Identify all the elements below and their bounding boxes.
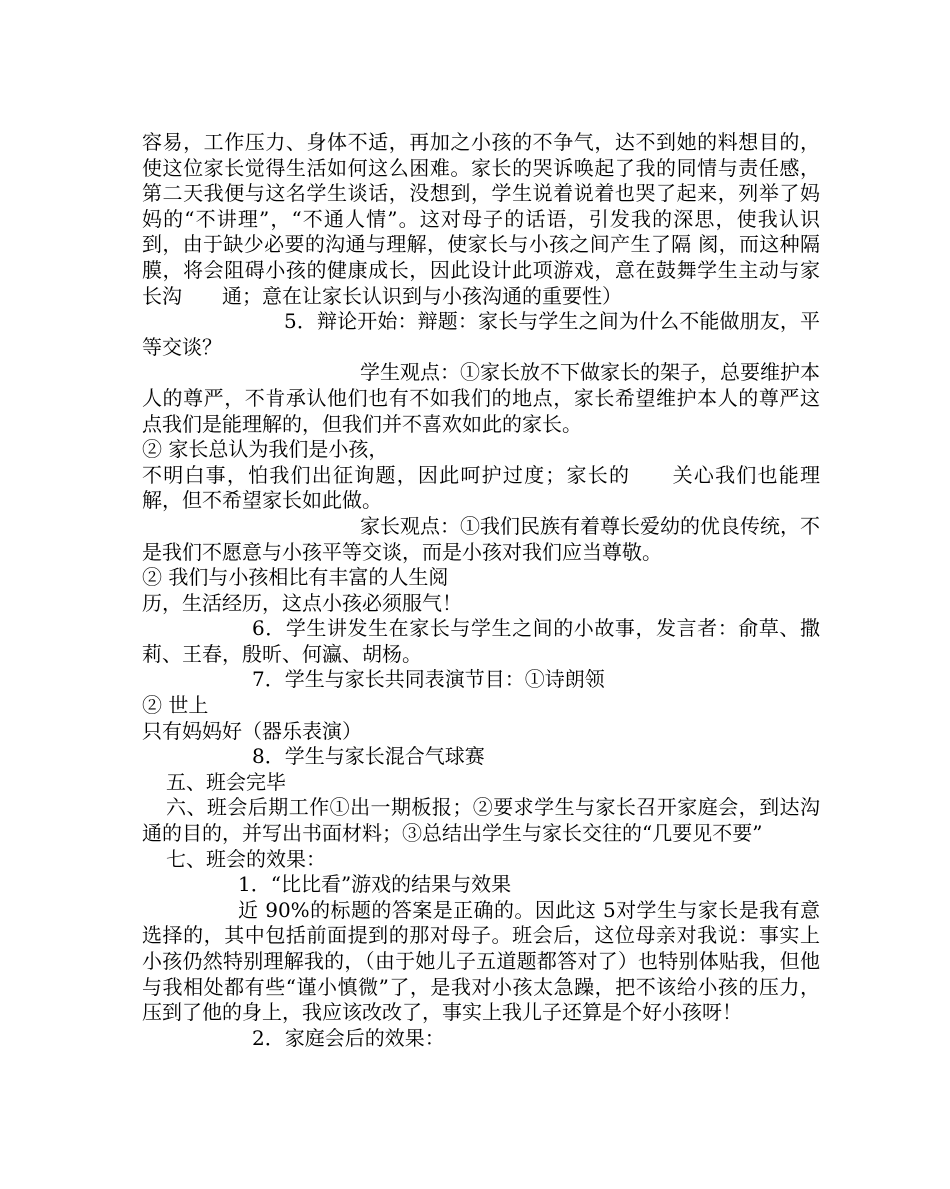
paragraph-debate-topic: 5．辩论开始：辩题：家长与学生之间为什么不能做朋友，平等交谈？ (142, 309, 820, 359)
paragraph-section-6: 六、班会后期工作①出一期板报；②要求学生与家长召开家庭会，到达沟通的目的，并写出书面材料；③总结出学生与家长交往的“几要见不要” (142, 795, 820, 846)
paragraph-parent-view-2: 历，生活经历，这点小孩必须服气！ (142, 590, 462, 615)
paragraph-item-6: 6．学生讲发生在家长与学生之间的小故事，发言者：俞草、撒莉、王春，殷昕、何瀛、胡杨。 (142, 616, 820, 666)
paragraph-parent-view-2-lead: ② 我们与小孩相比有丰富的人生阅 (142, 565, 449, 590)
paragraph-effect-1-title: 1．“比比看”游戏的结果与效果 (238, 872, 512, 897)
document-body (142, 130, 820, 1051)
paragraph-student-view-1: 学生观点：①家长放不下做家长的架子，总要维护本人的尊严，不肯承认他们也有不如我们的地点，家长希望维护本人的尊严这点我们是能理解的，但我们并不喜欢如此的家长。 (142, 360, 820, 436)
heading-section-5: 五、班会完毕 (166, 769, 286, 794)
paragraph-student-view-2: 不明白事，怕我们出征询题，因此呵护过度；家长的 关心我们也能理解，但不希望家长如此做。 (142, 462, 820, 513)
heading-section-7: 七、班会的效果： (166, 846, 326, 871)
paragraph-parent-view-1: 家长观点：①我们民族有着尊长爱幼的优良传统，不是我们不愿意与小孩平等交谈，而是小孩对我们应当尊敬。 (142, 513, 820, 564)
paragraph-effect-1-body: 近 90%的标题的答案是正确的。因此这 5对学生与家长是我有意选择的，其中包括前面提到的那对母子。班会后，这位母亲对我说：事实上小孩仍然特别理解我的，（由于她儿子五道题都答对了）也特别体贴我，但他与我相处都有些“谨小慎微”了，是我对小孩太急躁，把不该给小孩的压力，压到了他的身上，我应该改改了，事实上我儿子还算是个好小孩呀！ (142, 897, 820, 1025)
paragraph-effect-2-title: 2．家庭会后的效果： (252, 1025, 445, 1050)
paragraph-student-view-2-lead: ② 家长总认为我们是小孩， (142, 437, 389, 462)
paragraph-game-purpose: 容易，工作压力、身体不适，再加之小孩的不争气，达不到她的料想目的，使这位家长觉得生活如何这么困难。家长的哭诉唤起了我的同情与责任感，第二天我便与这名学生谈话，没想到，学生说着说着也哭了起来，列举了妈妈的“不讲理”，“不通人情”。这对母子的话语，引发我的深思，使我认识到，由于缺少必要的沟通与理解，使家长与小孩之间产生了隔 阂，而这种隔膜，将会阻碍小孩的健康成长，因此设计此项游戏，意在鼓舞学生主动与家长沟 通；意在让家长认识到与小孩沟通的重要性） (142, 130, 820, 308)
paragraph-item-7: 7．学生与家长共同表演节目：①诗朗领 (252, 667, 605, 692)
paragraph-item-7-second: 只有妈妈好（器乐表演） (142, 718, 362, 743)
paragraph-item-8: 8．学生与家长混合气球赛 (252, 744, 485, 769)
paragraph-item-7-second-lead: ② 世上 (142, 693, 209, 718)
